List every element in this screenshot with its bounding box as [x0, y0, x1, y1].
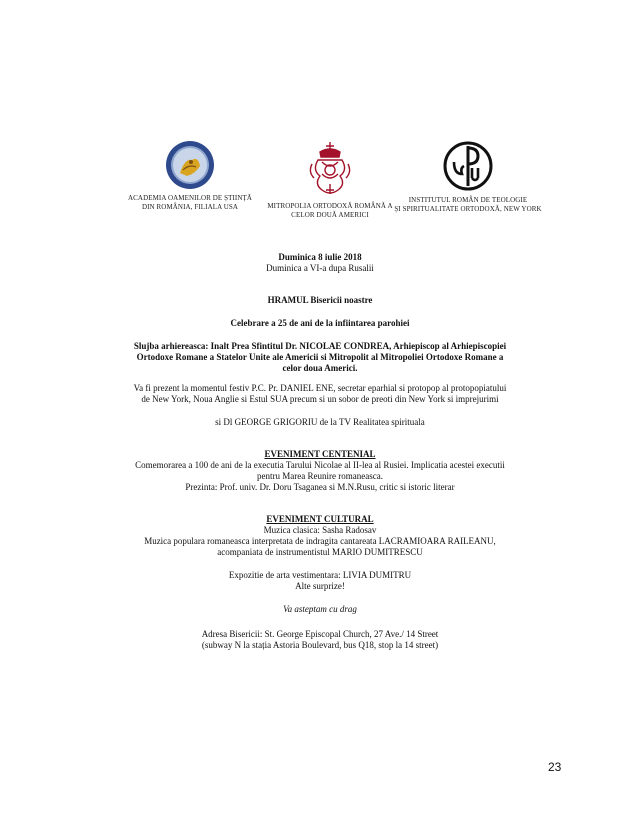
cultural-line: acompaniata de instrumentistul MARIO DUMITRESCU [217, 547, 423, 557]
event-sunday: Duminica a VI-a dupa Rusalii [266, 263, 374, 273]
anniversary-title: Celebrare a 25 de ani de la infiintarea parohiei [230, 318, 410, 328]
institute-caption [393, 196, 543, 213]
header-logos [127, 140, 575, 230]
academy-seal-icon [165, 140, 215, 190]
cultural-heading: EVENIMENT CULTURAL [266, 514, 374, 524]
cultural-line: Alte surprize! [295, 581, 345, 591]
metropolis-crest-icon [306, 140, 354, 198]
centenial-line: Prezinta: Prof. univ. Dr. Doru Tsaganea si M.N.Rusu, critic si istoric literar [185, 482, 455, 492]
institute-caption-line: INSTITUTUL ROMÂN DE TEOLOGIE [408, 196, 528, 204]
guest-line: si Dl GEORGE GRIGORIU de la TV Realitatea spirituala [215, 417, 425, 427]
cultural-line: Muzica populara romaneasca interpretata de indragita cantareata LACRAMIOARA RAILEANU, [144, 536, 496, 546]
chi-rho-monogram-icon [442, 140, 494, 192]
invite-line: Va asteptam cu drag [283, 604, 357, 614]
academy-caption-line: ACADEMIA OAMENILOR DE ȘTIINȚĂ [127, 194, 253, 202]
liturgy-line: Slujba arhiereasca: Inalt Prea Sfintitul Dr. NICOLAE CONDREA, Arhiepiscop al Arhiepiscopiei [133, 341, 507, 351]
metropolis-caption [255, 202, 405, 219]
institute-logo [393, 140, 543, 213]
metropolis-logo [255, 140, 405, 219]
address-line: Adresa Bisericii: St. George Episcopal Church, 27 Ave./ 14 Street [201, 629, 439, 639]
institute-caption-line: ȘI SPIRITUALITATE ORTODOXĂ, NEW YORK [394, 204, 542, 213]
address-line: (subway N la stația Astoria Boulevard, bus Q18, stop la 14 street) [201, 640, 439, 650]
liturgy-line: celor doua Americi. [282, 363, 358, 373]
present-line: de New York, Noua Anglie si Estul SUA precum si un sobor de preoti din New York si imprejurimi [141, 394, 499, 404]
event-date: Duminica 8 iulie 2018 [278, 252, 362, 262]
metropolis-caption-line: CELOR DOUĂ AMERICI [291, 210, 369, 219]
cultural-line: Muzica clasica: Sasha Radosav [263, 525, 377, 535]
academy-logo [115, 140, 265, 211]
academy-caption-line: DIN ROMÂNIA, FILIALA USA [141, 202, 239, 211]
liturgy-line: Ortodoxe Romane a Statelor Unite ale Americii si Mitropolit al Mitropoliei Ortodoxe Romane a [136, 352, 504, 362]
program-text [120, 252, 520, 651]
cultural-line: Expozitie de arta vestimentara: LIVIA DUMITRU [228, 570, 412, 580]
academy-caption [115, 194, 265, 211]
centenial-line: pentru Marea Reunire romaneasca. [257, 471, 383, 481]
page-number: 23 [548, 760, 562, 774]
centenial-heading: EVENIMENT CENTENIAL [264, 449, 376, 459]
metropolis-caption-line: MITROPOLIA ORTODOXĂ ROMÂNĂ A [267, 202, 393, 210]
present-line: Va fi prezent la momentul festiv P.C. Pr. DANIEL ENE, secretar eparhial si protopop al protopopiatului [133, 383, 507, 393]
hram-title: HRAMUL Bisericii noastre [267, 295, 373, 305]
centenial-line: Comemorarea a 100 de ani de la executia Tarului Nicolae al II-lea al Rusiei. Implicatia acestei executii [135, 460, 505, 470]
